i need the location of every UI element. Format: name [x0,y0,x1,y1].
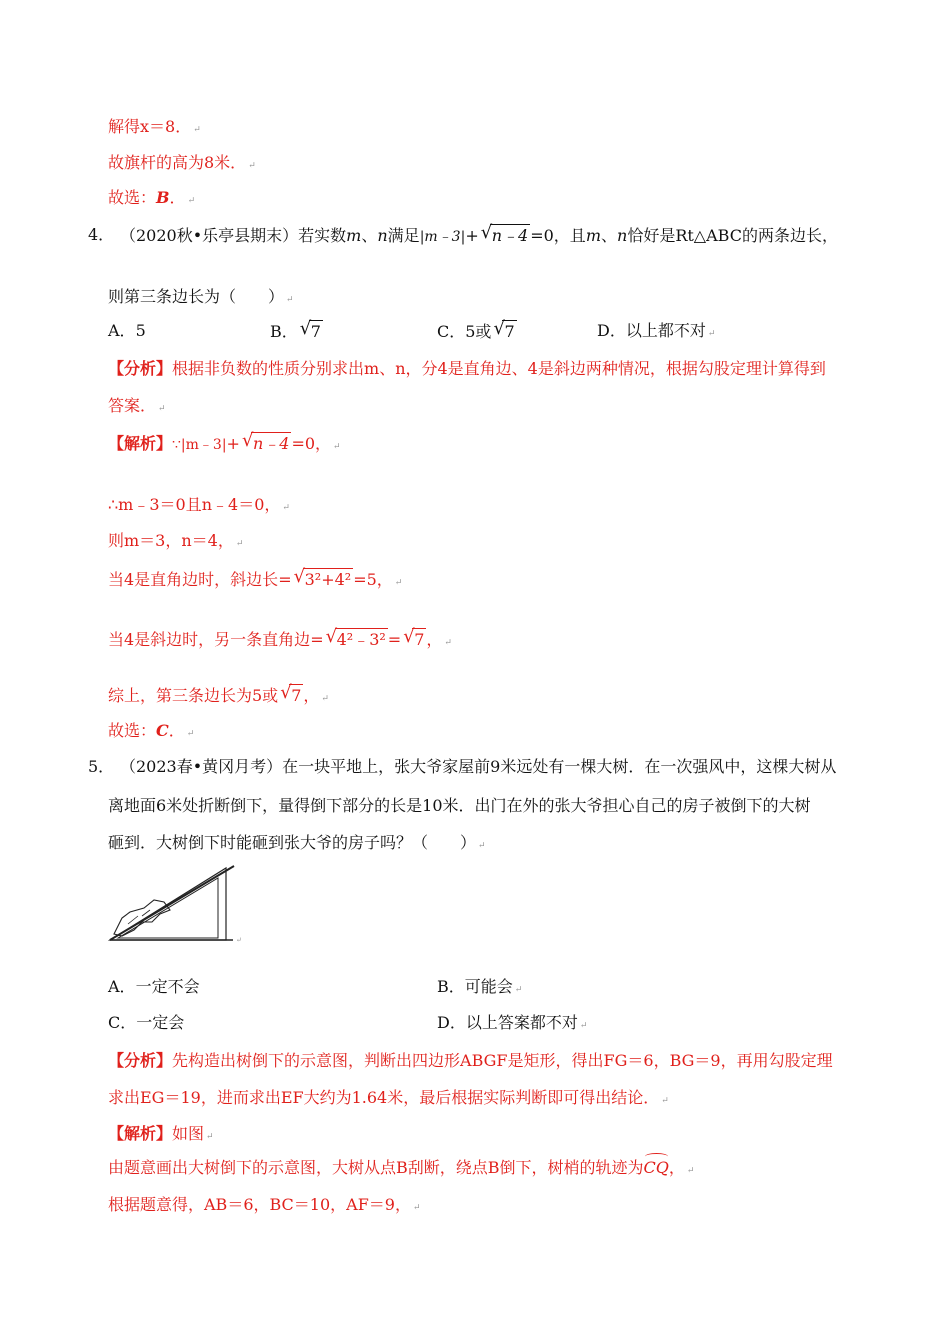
q4-solution-line-3: 则m＝3，n＝4， ↵ [108,531,244,550]
q4-solution-line-1: 【解析】∵|m﹣3|+ √ n﹣4 =0， ↵ [108,430,341,453]
prev-solution-line-3: 故选：B． ↵ [108,188,196,207]
q5-option-b[interactable]: B．可能会 ↵ [437,977,523,996]
q4-solution-line-5: 当4是斜边时，另一条直角边= √ 4²﹣3² = √ 7 ， ↵ [108,626,452,649]
question-4-stem-line-1: （2020秋•乐亭县期末）若实数m、n满足|m﹣3|+ √ n﹣4 =0，且m、n恰好是Rt△ABC的两条边长， [120,222,838,245]
q5-solution-head: 【解析】如图 ↵ [108,1124,214,1143]
question-5-number: 5． [88,757,115,776]
q4-option-a[interactable]: A．5 [108,321,146,340]
q5-option-a[interactable]: A．一定不会 [108,977,200,996]
q4-solution-line-4: 当4是直角边时，斜边长= √ 3²+4² =5， ↵ [108,566,403,589]
q4-option-b[interactable]: B． √ 7 [270,318,321,341]
q5-option-d[interactable]: D．以上答案都不对 ↵ [437,1013,588,1032]
arc-cq: CQ [643,1158,669,1177]
q4-option-c[interactable]: C．5或 √ 7 [437,318,515,341]
tree-falling-figure [108,860,248,950]
q4-analysis-line-1: 【分析】根据非负数的性质分别求出m、n，分4是直角边、4是斜边两种情况，根据勾股定理计算得到 [108,359,826,378]
q4-analysis-line-2: 答案． ↵ [108,396,166,415]
question-4-stem-line-2: 则第三条边长为（ ） ↵ [108,287,294,306]
question-5-stem-line-1: （2023春•黄冈月考）在一块平地上，张大爷家屋前9米远处有一棵大树．在一次强风中，这棵大树从 [120,757,837,776]
prev-solution-line-1: 解得x＝8． ↵ [108,117,201,136]
prev-solution-line-2: 故旗杆的高为8米． ↵ [108,153,256,172]
question-5-stem-line-3: 砸到．大树倒下时能砸到张大爷的房子吗？（ ） ↵ [108,833,486,852]
question-4-number: 4． [88,225,115,244]
svg-text:↵: ↵ [236,936,242,944]
q5-option-c[interactable]: C．一定会 [108,1013,185,1032]
q5-analysis-line-1: 【分析】先构造出树倒下的示意图，判断出四边形ABGF是矩形，得出FG＝6，BG＝9，再用勾股定理 [108,1051,833,1070]
q4-solution-line-7: 故选：C． ↵ [108,721,195,740]
question-5-stem-line-2: 离地面6米处折断倒下，量得倒下部分的长是10米．出门在外的张大爷担心自己的房子被倒下的大树 [108,796,811,815]
q5-solution-line-1: 由题意画出大树倒下的示意图，大树从点B刮断，绕点B倒下，树梢的轨迹为CQ， ↵ [108,1158,695,1177]
q4-option-d[interactable]: D．以上都不对 ↵ [597,321,716,340]
q5-solution-line-2: 根据题意得，AB＝6，BC＝10，AF＝9， ↵ [108,1195,421,1214]
q4-solution-line-6: 综上，第三条边长为5或 √ 7 ， ↵ [108,682,329,705]
q4-solution-line-2: ∴m﹣3＝0且n﹣4＝0， ↵ [108,495,290,514]
q5-analysis-line-2: 求出EG＝19，进而求出EF大约为1.64米，最后根据实际判断即可得出结论． ↵ [108,1088,669,1107]
radical-n-minus-4: √ n﹣4 [480,222,529,245]
